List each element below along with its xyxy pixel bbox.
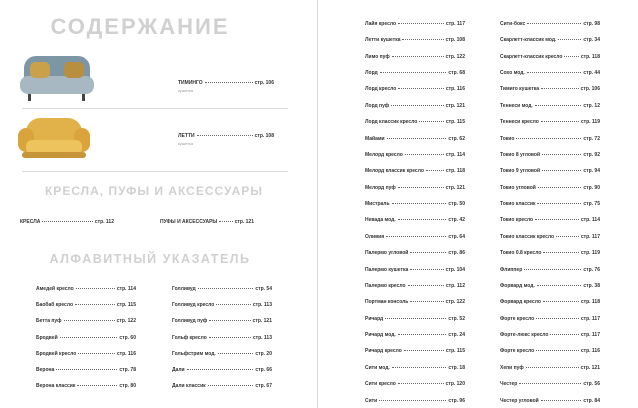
index-entry[interactable] <box>36 367 136 373</box>
index-entry[interactable] <box>365 201 465 207</box>
dot-leader <box>398 334 447 335</box>
index-entry-label: Мелорд пуф <box>365 184 396 191</box>
index-entry-page: стр. 113 <box>252 334 272 341</box>
dot-leader <box>404 350 444 351</box>
index-entry-page: стр. 18 <box>448 364 465 371</box>
index-entry-label: Токио кресло <box>500 217 534 224</box>
toc-entry-page: стр. 106 <box>254 80 274 86</box>
index-entry-page: стр. 72 <box>583 135 600 142</box>
dot-leader <box>75 304 115 305</box>
index-entry[interactable] <box>500 348 600 354</box>
index-entry-page: стр. 122 <box>116 318 136 325</box>
index-entry[interactable] <box>172 335 272 341</box>
dot-leader <box>541 121 579 122</box>
toc-entry-chairs[interactable] <box>20 219 114 225</box>
index-entry-page: стр. 76 <box>583 266 600 273</box>
index-entry[interactable] <box>500 234 600 240</box>
dot-leader <box>527 23 581 24</box>
index-entry-label: Мистраль <box>365 201 390 208</box>
index-entry[interactable] <box>500 136 600 142</box>
sofa-image-blue <box>18 52 96 102</box>
index-entry-label: Бетта пуф <box>36 318 62 325</box>
index-entry-label: Палермо кушетка <box>365 266 409 273</box>
index-entry-label: Хепи пуф <box>500 364 524 371</box>
index-entry-page: стр. 112 <box>445 282 465 289</box>
index-entry-label: Честер угловой <box>500 397 539 404</box>
index-entry[interactable] <box>36 351 136 357</box>
index-entry-page: стр. 75 <box>583 201 600 208</box>
index-entry-page: стр. 38 <box>583 282 600 289</box>
index-entry-page: стр. 86 <box>448 250 465 257</box>
index-entry-page: стр. 12 <box>583 102 600 109</box>
index-entry[interactable] <box>365 283 465 289</box>
index-entry-label: Палермо кресло <box>365 282 406 289</box>
index-entry[interactable] <box>500 103 600 109</box>
dot-leader <box>380 72 447 73</box>
index-entry-label: Форте кресло <box>500 315 535 322</box>
index-entry-label: Дали <box>172 367 185 373</box>
dot-leader <box>543 301 579 302</box>
divider <box>22 108 288 109</box>
dot-leader <box>392 203 447 204</box>
index-entry[interactable] <box>36 286 136 292</box>
index-entry[interactable] <box>500 398 600 404</box>
dot-leader <box>216 304 251 305</box>
dot-leader <box>78 353 115 354</box>
index-entry[interactable] <box>365 103 465 109</box>
dot-leader <box>398 187 444 188</box>
index-entry-label: Лорд кресло <box>365 86 397 93</box>
index-entry-label: Дали классик <box>172 383 206 390</box>
index-entry-label: Теннеси кресло <box>500 119 539 126</box>
index-entry-label: Майами <box>365 135 385 142</box>
toc-entry-accessories[interactable] <box>160 219 254 225</box>
index-entry[interactable] <box>365 217 465 223</box>
dot-leader <box>398 88 444 89</box>
index-entry[interactable] <box>500 21 600 27</box>
dot-leader <box>535 219 579 220</box>
dot-leader <box>419 121 444 122</box>
dot-leader <box>208 385 254 386</box>
index-entry-page: стр. 117 <box>580 332 600 339</box>
index-entry-label: Амедей кресло <box>36 286 74 292</box>
index-entry-label: Сити <box>365 397 378 404</box>
index-entry[interactable] <box>36 383 136 389</box>
index-entry-page: стр. 50 <box>448 201 465 208</box>
index-entry[interactable] <box>500 201 600 207</box>
dot-leader <box>379 400 446 401</box>
dot-leader <box>205 82 253 83</box>
dot-leader <box>535 105 582 106</box>
toc-entry-letti[interactable] <box>178 133 274 139</box>
index-entry-page: стр. 121 <box>580 364 600 371</box>
dot-leader <box>526 367 579 368</box>
dot-leader <box>516 138 581 139</box>
dot-leader <box>408 285 444 286</box>
index-entry[interactable] <box>172 351 272 357</box>
index-entry[interactable] <box>500 37 600 43</box>
dot-leader <box>398 383 444 384</box>
index-entry-page: стр. 116 <box>116 350 136 357</box>
dot-leader <box>402 39 443 40</box>
index-entry-label: Токио 0.8 кресло <box>500 250 542 257</box>
index-entry[interactable] <box>500 316 600 322</box>
index-entry-label: Ричард мод. <box>365 332 396 339</box>
index-entry-page: стр. 96 <box>448 397 465 404</box>
index-entry-page: стр. 121 <box>445 184 465 191</box>
index-entry[interactable] <box>172 286 272 292</box>
dot-leader <box>197 135 253 136</box>
index-entry-label: Лайя кресло <box>365 21 397 27</box>
index-entry[interactable] <box>365 119 465 125</box>
index-entry-label: Гольф кресло <box>172 334 207 341</box>
toc-entry-timeo[interactable] <box>178 80 274 86</box>
index-entry-label: Токио классик <box>500 201 536 208</box>
index-entry[interactable] <box>500 70 600 76</box>
toc-entry-page: стр. 112 <box>94 219 114 225</box>
index-entry-label: Гольфстрим мод. <box>172 350 216 357</box>
index-entry-page: стр. 44 <box>583 70 600 77</box>
dot-leader <box>385 318 446 319</box>
index-entry-page: стр. 104 <box>445 266 465 273</box>
dot-leader <box>538 187 582 188</box>
index-entry-page: стр. 42 <box>448 217 465 224</box>
index-entry-label: Лимо пуф <box>365 53 390 60</box>
index-entry[interactable] <box>365 70 465 76</box>
dot-leader <box>527 72 582 73</box>
index-entry[interactable] <box>36 335 136 341</box>
index-entry-page: стр. 80 <box>119 383 136 390</box>
index-entry-label: Летти кушетка <box>365 37 401 44</box>
toc-entry-subtitle: кушетка <box>178 141 193 146</box>
index-entry[interactable] <box>365 250 465 256</box>
index-entry-page: стр. 114 <box>580 217 600 224</box>
index-entry-page: стр. 117 <box>445 21 465 27</box>
index-entry-page: стр. 113 <box>252 302 272 309</box>
dot-leader <box>542 154 581 155</box>
index-entry-label: Форте-люкс кресло <box>500 332 549 339</box>
index-entry-label: Лорд пуф <box>365 102 390 109</box>
dot-leader <box>56 369 117 370</box>
index-entry-label: Мелорд классик кресло <box>365 168 424 175</box>
index-entry-label: Токио угловой <box>500 184 536 191</box>
index-entry[interactable] <box>500 267 600 273</box>
index-entry[interactable] <box>500 152 600 158</box>
dot-leader <box>558 39 581 40</box>
index-entry-page: стр. 120 <box>445 381 465 388</box>
dot-leader <box>209 320 250 321</box>
index-entry-page: стр. 68 <box>448 70 465 77</box>
index-entry-page: стр. 121 <box>252 318 272 325</box>
index-entry[interactable] <box>500 365 600 371</box>
index-entry-label: Лорд <box>365 70 378 77</box>
index-entry-label: Теннеси мод. <box>500 102 533 109</box>
index-entry-label: Палермо угловой <box>365 250 409 257</box>
index-entry-page: стр. 78 <box>119 367 136 373</box>
dot-leader <box>198 288 254 289</box>
dot-leader <box>541 88 579 89</box>
index-entry[interactable] <box>172 318 272 324</box>
toc-entry-label: ТИМИНГО <box>178 80 203 86</box>
index-entry-page: стр. 24 <box>448 332 465 339</box>
index-entry[interactable] <box>365 136 465 142</box>
index-entry-page: стр. 122 <box>445 299 465 306</box>
index-heading: АЛФАВИТНЫЙ УКАЗАТЕЛЬ <box>49 252 251 266</box>
dot-leader <box>209 337 251 338</box>
page-spine <box>317 0 318 408</box>
dot-leader <box>536 318 579 319</box>
index-entry[interactable] <box>365 54 465 60</box>
index-entry-page: стр. 67 <box>255 383 272 390</box>
contents-heading: СОДЕРЖАНИЕ <box>50 14 230 39</box>
index-entry-label: Форвард мод. <box>500 282 535 289</box>
index-entry[interactable] <box>500 185 600 191</box>
dot-leader <box>550 334 578 335</box>
index-entry[interactable] <box>365 267 465 273</box>
index-entry-page: стр. 106 <box>580 86 600 93</box>
index-entry[interactable] <box>172 302 272 308</box>
chairs-heading: КРЕСЛА, ПУФЫ И АКСЕССУАРЫ <box>44 184 264 198</box>
dot-leader <box>410 252 446 253</box>
index-entry[interactable] <box>500 381 600 387</box>
index-entry[interactable] <box>500 283 600 289</box>
dot-leader <box>556 236 579 237</box>
index-entry-page: стр. 115 <box>445 348 465 355</box>
index-entry[interactable] <box>365 299 465 305</box>
dot-leader <box>536 350 579 351</box>
index-entry-page: стр. 64 <box>448 233 465 240</box>
index-entry[interactable] <box>365 332 465 338</box>
index-entry[interactable] <box>500 168 600 174</box>
index-entry-page: стр. 84 <box>583 397 600 404</box>
index-entry-page: стр. 117 <box>580 233 600 240</box>
index-entry-label: Токио 8 угловой <box>500 151 541 158</box>
index-entry[interactable] <box>365 234 465 240</box>
index-entry-page: стр. 119 <box>580 250 600 257</box>
dot-leader <box>564 56 578 57</box>
index-entry-page: стр. 94 <box>583 168 600 175</box>
dot-leader <box>410 301 443 302</box>
index-entry-page: стр. 66 <box>255 367 272 373</box>
toc-entry-page: стр. 108 <box>254 133 274 139</box>
index-entry-page: стр. 56 <box>583 381 600 388</box>
index-entry-label: Скарлетт-классик кресло <box>500 53 563 60</box>
index-entry-page: стр. 98 <box>583 21 600 27</box>
toc-entry-label: ЛЕТТИ <box>178 133 195 139</box>
index-entry-label: Невада мод. <box>365 217 396 224</box>
index-entry-page: стр. 118 <box>580 53 600 60</box>
index-entry[interactable] <box>500 119 600 125</box>
index-entry-page: стр. 20 <box>255 350 272 357</box>
index-entry-page: стр. 118 <box>445 168 465 175</box>
index-entry-page: стр. 116 <box>445 86 465 93</box>
index-entry[interactable] <box>365 348 465 354</box>
index-entry-label: Форвард кресло <box>500 299 541 306</box>
dot-leader <box>542 170 581 171</box>
index-entry-label: Скарлетт-классик мод. <box>500 37 557 44</box>
index-entry[interactable] <box>500 86 600 92</box>
dot-leader <box>405 154 444 155</box>
dot-leader <box>410 269 443 270</box>
index-entry[interactable] <box>500 332 600 338</box>
index-entry-page: стр. 116 <box>580 348 600 355</box>
index-entry[interactable] <box>172 383 272 389</box>
index-entry[interactable] <box>365 152 465 158</box>
dot-leader <box>42 221 93 222</box>
index-entry-label: Сити кресло <box>365 381 396 388</box>
index-entry[interactable] <box>365 365 465 371</box>
index-entry-label: Верона классик <box>36 383 76 390</box>
toc-entry-label: ПУФЫ И АКСЕССУАРЫ <box>160 219 218 225</box>
index-entry-page: стр. 92 <box>583 151 600 158</box>
dot-leader <box>391 105 443 106</box>
index-entry-page: стр. 52 <box>448 315 465 322</box>
dot-leader <box>524 269 581 270</box>
dot-leader <box>218 353 254 354</box>
dot-leader <box>541 400 582 401</box>
dot-leader <box>387 138 447 139</box>
index-entry-label: Голливуд кресло <box>172 302 215 309</box>
index-entry-label: Оливия <box>365 233 385 240</box>
index-entry-label: Форте кресло <box>500 348 535 355</box>
index-entry-page: стр. 119 <box>580 119 600 126</box>
dot-leader <box>398 219 447 220</box>
sofa-image-yellow <box>18 116 90 162</box>
toc-entry-subtitle: кушетка <box>178 88 193 93</box>
index-entry[interactable] <box>500 250 600 256</box>
index-entry-page: стр. 122 <box>445 53 465 60</box>
dot-leader <box>64 320 115 321</box>
left-page <box>0 0 318 408</box>
index-entry[interactable] <box>365 398 465 404</box>
index-entry-label: Верона <box>36 367 55 373</box>
index-entry[interactable] <box>365 316 465 322</box>
index-entry-label: Портман консоль <box>365 299 409 306</box>
index-entry-page: стр. 54 <box>255 286 272 292</box>
dot-leader <box>519 383 581 384</box>
index-entry[interactable] <box>36 302 136 308</box>
dot-leader <box>426 170 444 171</box>
index-entry[interactable] <box>36 318 136 324</box>
dot-leader <box>398 23 444 24</box>
dot-leader <box>60 337 118 338</box>
index-entry[interactable] <box>365 381 465 387</box>
index-entry-page: стр. 115 <box>116 302 136 309</box>
dot-leader <box>77 385 117 386</box>
index-entry-label: Тимиго кушетка <box>500 86 540 93</box>
index-entry-label: Баобаб кресло <box>36 302 73 309</box>
index-entry-label: Ричард <box>365 315 384 322</box>
index-entry[interactable] <box>365 185 465 191</box>
index-entry-label: Лорд классик кресло <box>365 119 418 126</box>
index-entry-label: Сити-бокс <box>500 21 526 27</box>
toc-entry-label: КРЕСЛА <box>20 219 41 225</box>
index-entry[interactable] <box>365 168 465 174</box>
index-entry-page: стр. 34 <box>583 37 600 44</box>
divider <box>22 171 288 172</box>
index-entry-page: стр. 114 <box>445 151 465 158</box>
index-entry[interactable] <box>365 86 465 92</box>
index-entry[interactable] <box>500 217 600 223</box>
index-entry-label: Мелорд кресло <box>365 151 403 158</box>
index-entry-page: стр. 121 <box>445 102 465 109</box>
index-entry-page: стр. 117 <box>580 315 600 322</box>
index-entry-label: Сити мод. <box>365 364 390 371</box>
index-entry-label: Ричард кресло <box>365 348 402 355</box>
index-entry-label: Бродвей <box>36 334 58 341</box>
index-entry-label: Токио классик кресло <box>500 233 555 240</box>
index-entry-page: стр. 60 <box>119 334 136 341</box>
dot-leader <box>219 221 232 222</box>
index-entry-label: Сохо мод. <box>500 70 525 77</box>
index-entry-page: стр. 115 <box>445 119 465 126</box>
dot-leader <box>187 369 254 370</box>
index-entry-label: Токио 9 угловой <box>500 168 541 175</box>
index-entry[interactable] <box>500 299 600 305</box>
index-entry[interactable] <box>365 21 465 27</box>
index-entry-label: Токио <box>500 135 515 142</box>
dot-leader <box>392 56 444 57</box>
index-entry[interactable] <box>365 37 465 43</box>
index-entry-page: стр. 114 <box>116 286 136 292</box>
dot-leader <box>76 288 115 289</box>
index-entry-label: Голливуд <box>172 286 196 292</box>
index-entry-page: стр. 62 <box>448 135 465 142</box>
toc-entry-page: стр. 121 <box>234 219 254 225</box>
dot-leader <box>392 367 447 368</box>
index-entry-page: стр. 118 <box>580 299 600 306</box>
dot-leader <box>537 285 582 286</box>
dot-leader <box>543 252 578 253</box>
index-entry-label: Флиппер <box>500 266 523 273</box>
dot-leader <box>386 236 446 237</box>
index-entry[interactable] <box>172 367 272 373</box>
index-entry-label: Честер <box>500 381 518 388</box>
index-entry[interactable] <box>500 54 600 60</box>
index-entry-label: Голливуд пуф <box>172 318 208 325</box>
index-entry-label: Бродвей кресло <box>36 350 77 357</box>
index-entry-page: стр. 108 <box>445 37 465 44</box>
dot-leader <box>537 203 581 204</box>
index-entry-page: стр. 90 <box>583 184 600 191</box>
